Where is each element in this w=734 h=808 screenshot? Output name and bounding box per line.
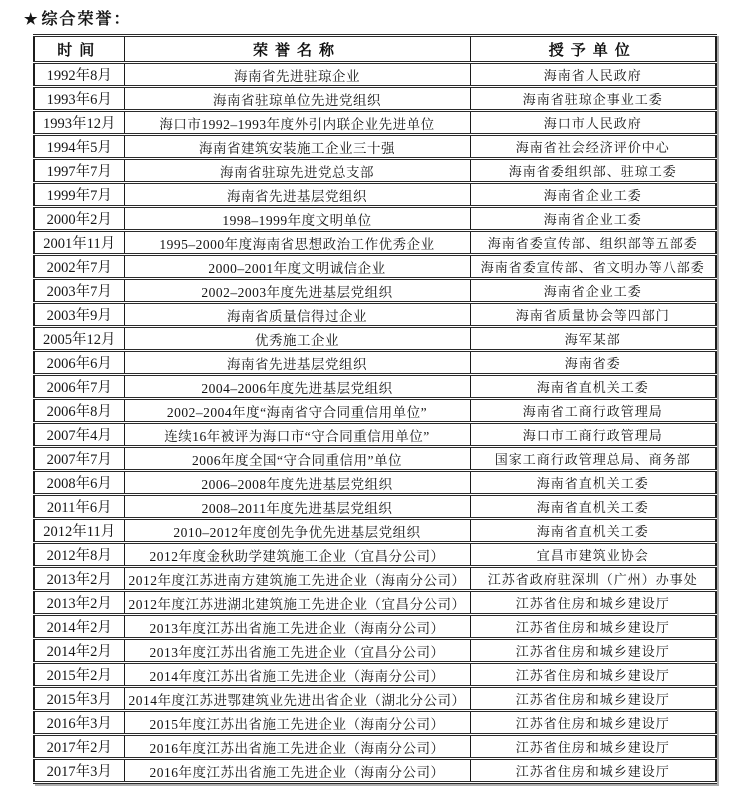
unit-cell: 海南省委宣传部、组织部等五部委 [470, 231, 716, 255]
table-row [34, 87, 716, 111]
table-row [34, 639, 716, 663]
date-cell: 2001年11月 [34, 231, 124, 255]
date-cell: 2007年7月 [34, 447, 124, 471]
date-cell: 1993年12月 [34, 111, 124, 135]
table-row [34, 399, 716, 423]
unit-cell: 海南省社会经济评价中心 [470, 135, 716, 159]
star-icon: ★ [24, 12, 40, 28]
honor-cell: 2006年度全国“守合同重信用”单位 [124, 447, 470, 471]
table-row [34, 183, 716, 207]
table-row [34, 423, 716, 447]
unit-cell: 海南省人民政府 [470, 63, 716, 87]
honor-cell: 2006–2008年度先进基层党组织 [124, 471, 470, 495]
date-cell: 2006年8月 [34, 399, 124, 423]
honor-cell: 2012年度江苏进湖北建筑施工先进企业（宜昌分公司） [124, 591, 470, 615]
honor-cell: 海南省先进基层党组织 [124, 351, 470, 375]
section-title [24, 6, 734, 29]
unit-cell: 海口市人民政府 [470, 111, 716, 135]
unit-cell: 江苏省住房和城乡建设厅 [470, 615, 716, 639]
unit-cell: 江苏省住房和城乡建设厅 [470, 663, 716, 687]
honor-cell: 海南省先进基层党组织 [124, 183, 470, 207]
unit-cell: 海南省质量协会等四部门 [470, 303, 716, 327]
honor-cell: 海南省建筑安装施工企业三十强 [124, 135, 470, 159]
date-cell: 2002年7月 [34, 255, 124, 279]
honor-cell: 海南省先进驻琼企业 [124, 63, 470, 87]
date-cell: 2014年2月 [34, 639, 124, 663]
unit-cell: 海南省委组织部、驻琼工委 [470, 159, 716, 183]
table-row [34, 207, 716, 231]
table-body [34, 63, 716, 783]
date-cell: 2015年2月 [34, 663, 124, 687]
honor-cell: 2010–2012年度创先争优先进基层党组织 [124, 519, 470, 543]
table-row [34, 351, 716, 375]
table-row [34, 495, 716, 519]
unit-cell: 江苏省住房和城乡建设厅 [470, 639, 716, 663]
honor-cell: 2016年度江苏出省施工先进企业（海南分公司） [124, 759, 470, 783]
column-header-unit: 授予单位 [470, 36, 716, 63]
table-row [34, 327, 716, 351]
header-row [34, 36, 716, 63]
date-cell: 2005年12月 [34, 327, 124, 351]
honor-cell: 2013年度江苏出省施工先进企业（海南分公司） [124, 615, 470, 639]
unit-cell: 海南省委宣传部、省文明办等八部委 [470, 255, 716, 279]
honor-cell: 2004–2006年度先进基层党组织 [124, 375, 470, 399]
date-cell: 2015年3月 [34, 687, 124, 711]
unit-cell: 海南省工商行政管理局 [470, 399, 716, 423]
date-cell: 1997年7月 [34, 159, 124, 183]
unit-cell: 江苏省住房和城乡建设厅 [470, 687, 716, 711]
table-row [34, 663, 716, 687]
unit-cell: 宜昌市建筑业协会 [470, 543, 716, 567]
honors-table [33, 34, 717, 784]
honor-cell: 2000–2001年度文明诚信企业 [124, 255, 470, 279]
table-row [34, 567, 716, 591]
date-cell: 2014年2月 [34, 615, 124, 639]
honor-cell: 2012年度江苏进南方建筑施工先进企业（海南分公司） [124, 567, 470, 591]
honor-cell: 1995–2000年度海南省思想政治工作优秀企业 [124, 231, 470, 255]
date-cell: 1992年8月 [34, 63, 124, 87]
table-row [34, 543, 716, 567]
unit-cell: 江苏省住房和城乡建设厅 [470, 591, 716, 615]
date-cell: 2000年2月 [34, 207, 124, 231]
date-cell: 2003年9月 [34, 303, 124, 327]
honor-cell: 海南省质量信得过企业 [124, 303, 470, 327]
table-row [34, 303, 716, 327]
honor-cell: 2002–2003年度先进基层党组织 [124, 279, 470, 303]
table-row [34, 231, 716, 255]
date-cell: 2013年2月 [34, 591, 124, 615]
date-cell: 2008年6月 [34, 471, 124, 495]
table-row [34, 279, 716, 303]
unit-cell: 海南省委 [470, 351, 716, 375]
date-cell: 1994年5月 [34, 135, 124, 159]
date-cell: 2003年7月 [34, 279, 124, 303]
table-row [34, 111, 716, 135]
unit-cell: 江苏省住房和城乡建设厅 [470, 711, 716, 735]
unit-cell: 海口市工商行政管理局 [470, 423, 716, 447]
honor-cell: 2015年度江苏出省施工先进企业（海南分公司） [124, 711, 470, 735]
table-row [34, 375, 716, 399]
honor-cell: 连续16年被评为海口市“守合同重信用单位” [124, 423, 470, 447]
unit-cell: 海南省企业工委 [470, 207, 716, 231]
table-row [34, 447, 716, 471]
honor-cell: 海南省驻琼单位先进党组织 [124, 87, 470, 111]
table-row [34, 159, 716, 183]
table-row [34, 735, 716, 759]
unit-cell: 海南省企业工委 [470, 279, 716, 303]
unit-cell: 江苏省政府驻深圳（广州）办事处 [470, 567, 716, 591]
table-row [34, 615, 716, 639]
honor-cell: 2008–2011年度先进基层党组织 [124, 495, 470, 519]
honor-cell: 2014年度江苏出省施工先进企业（海南分公司） [124, 663, 470, 687]
date-cell: 1993年6月 [34, 87, 124, 111]
table-row [34, 759, 716, 783]
date-cell: 2012年8月 [34, 543, 124, 567]
table-row [34, 255, 716, 279]
table-row [34, 63, 716, 87]
column-header-time: 时间 [34, 36, 124, 63]
honor-cell: 海南省驻琼先进党总支部 [124, 159, 470, 183]
unit-cell: 江苏省住房和城乡建设厅 [470, 735, 716, 759]
table-row [34, 687, 716, 711]
table-row [34, 591, 716, 615]
section-title-text: 综合荣誉： [41, 11, 132, 28]
date-cell: 2011年6月 [34, 495, 124, 519]
table-row [34, 471, 716, 495]
honor-cell: 海口市1992–1993年度外引内联企业先进单位 [124, 111, 470, 135]
unit-cell: 海南省直机关工委 [470, 375, 716, 399]
unit-cell: 海南省直机关工委 [470, 495, 716, 519]
honor-cell: 优秀施工企业 [124, 327, 470, 351]
date-cell: 2016年3月 [34, 711, 124, 735]
table-row [34, 519, 716, 543]
unit-cell: 海军某部 [470, 327, 716, 351]
honor-cell: 2013年度江苏出省施工先进企业（宜昌分公司） [124, 639, 470, 663]
honor-cell: 2014年度江苏进鄂建筑业先进出省企业（湖北分公司） [124, 687, 470, 711]
date-cell: 2013年2月 [34, 567, 124, 591]
unit-cell: 海南省企业工委 [470, 183, 716, 207]
unit-cell: 海南省驻琼企事业工委 [470, 87, 716, 111]
honor-cell: 2016年度江苏出省施工先进企业（海南分公司） [124, 735, 470, 759]
honor-cell: 2012年度金秋助学建筑施工企业（宜昌分公司） [124, 543, 470, 567]
date-cell: 2012年11月 [34, 519, 124, 543]
unit-cell: 海南省直机关工委 [470, 519, 716, 543]
date-cell: 2017年2月 [34, 735, 124, 759]
unit-cell: 海南省直机关工委 [470, 471, 716, 495]
honor-cell: 2002–2004年度“海南省守合同重信用单位” [124, 399, 470, 423]
unit-cell: 国家工商行政管理总局、商务部 [470, 447, 716, 471]
table-row [34, 711, 716, 735]
date-cell: 2006年6月 [34, 351, 124, 375]
date-cell: 1999年7月 [34, 183, 124, 207]
date-cell: 2006年7月 [34, 375, 124, 399]
honor-cell: 1998–1999年度文明单位 [124, 207, 470, 231]
column-header-honor: 荣誉名称 [124, 36, 470, 63]
date-cell: 2007年4月 [34, 423, 124, 447]
date-cell: 2017年3月 [34, 759, 124, 783]
unit-cell: 江苏省住房和城乡建设厅 [470, 759, 716, 783]
table-row [34, 135, 716, 159]
